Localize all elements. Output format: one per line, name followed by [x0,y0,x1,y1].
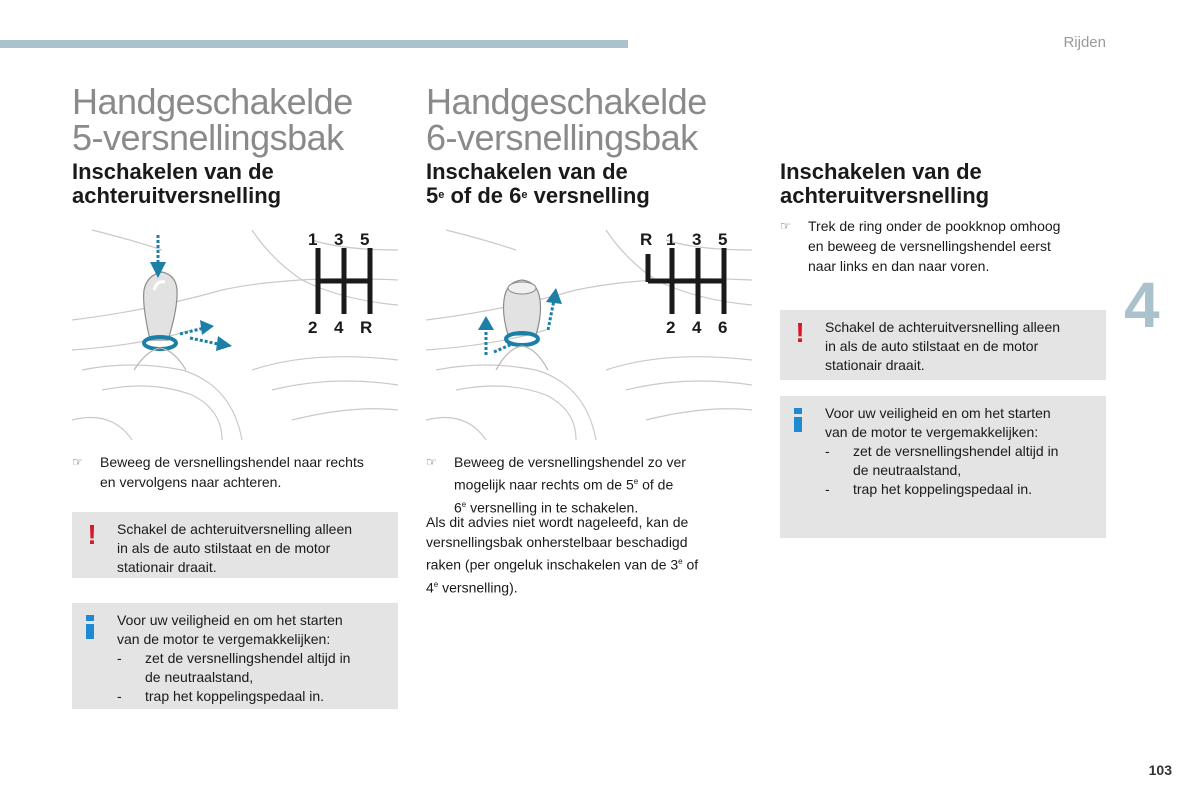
col2-instruction: ☞ Beweeg de versnellingshendel zo ver mogelijk naar rechts om de 5e of de 6e versnelling in te schakelen. [426,454,686,516]
warning-icon: ! [795,317,805,348]
page-number: 103 [1148,762,1172,778]
header-accent-bar [0,40,628,48]
info-text: Voor uw veiligheid en om het starten van de motor te vergemakkelijken: - zet de versnellingshendel altijd in de neutraalstand, - trap het koppelingspedaal in. [117,611,388,706]
col1-gearshift-illustration: 1 3 5 2 4 R [72,220,398,440]
list-item: - trap het koppelingspedaal in. [117,688,325,704]
info-text: Voor uw veiligheid en om het starten van de motor te vergemakkelijken: - zet de versnellingshendel altijd in de neutraalstand, - trap het koppelingspedaal in. [825,404,1096,499]
col2-title: Handgeschakelde 6-versnellingsbak [426,81,707,158]
hand-pointer-icon: ☞ [780,219,791,233]
col2-caution-paragraph: Als dit advies niet wordt nageleefd, kan de versnellingsbak onherstelbaar beschadigd raken (per ongeluk inschakelen van de 3e of 4e versnelling). [426,514,699,596]
list-item: - trap het koppelingspedaal in. [825,481,1033,497]
chapter-number: 4 [1124,269,1160,341]
col2-subtitle: Inschakelen van de 5e of de 6e versnelling [426,159,650,208]
col1-subtitle: Inschakelen van de achteruitversnelling [72,159,282,208]
list-item: - zet de versnellingshendel altijd in de neutraalstand, [117,650,351,685]
gearshift-6-speed-drawing [426,220,752,440]
warning-text: Schakel de achteruitversnelling alleen in als de auto stilstaat en de motor stationair draait. [825,319,1061,373]
col1-info-box [72,603,398,709]
gearshift-5-speed-drawing [72,220,398,440]
list-item: - zet de versnellingshendel altijd in de neutraalstand, [825,443,1059,478]
col3-info-box [780,396,1106,538]
col3-warning-box [780,310,1106,380]
warning-text: Schakel de achteruitversnelling alleen in als de auto stilstaat en de motor stationair draait. [117,521,353,575]
hand-pointer-icon: ☞ [426,455,437,469]
col1-title: Handgeschakelde 5-versnellingsbak [72,81,353,158]
col3-instruction: ☞ Trek de ring onder de pookknop omhoog en beweeg de versnellingshendel eerst naar links en dan naar voren. [780,218,1061,274]
hand-pointer-icon: ☞ [72,455,83,469]
warning-icon: ! [87,519,97,550]
col1-instruction: ☞ Beweeg de versnellingshendel naar rechts en vervolgens naar achteren. [72,454,364,490]
col3-subtitle: Inschakelen van de achteruitversnelling [780,159,990,208]
col1-warning-box [72,512,398,578]
col2-gearshift-illustration: R 1 3 5 2 4 6 [426,220,752,440]
section-label: Rijden [1063,34,1106,51]
